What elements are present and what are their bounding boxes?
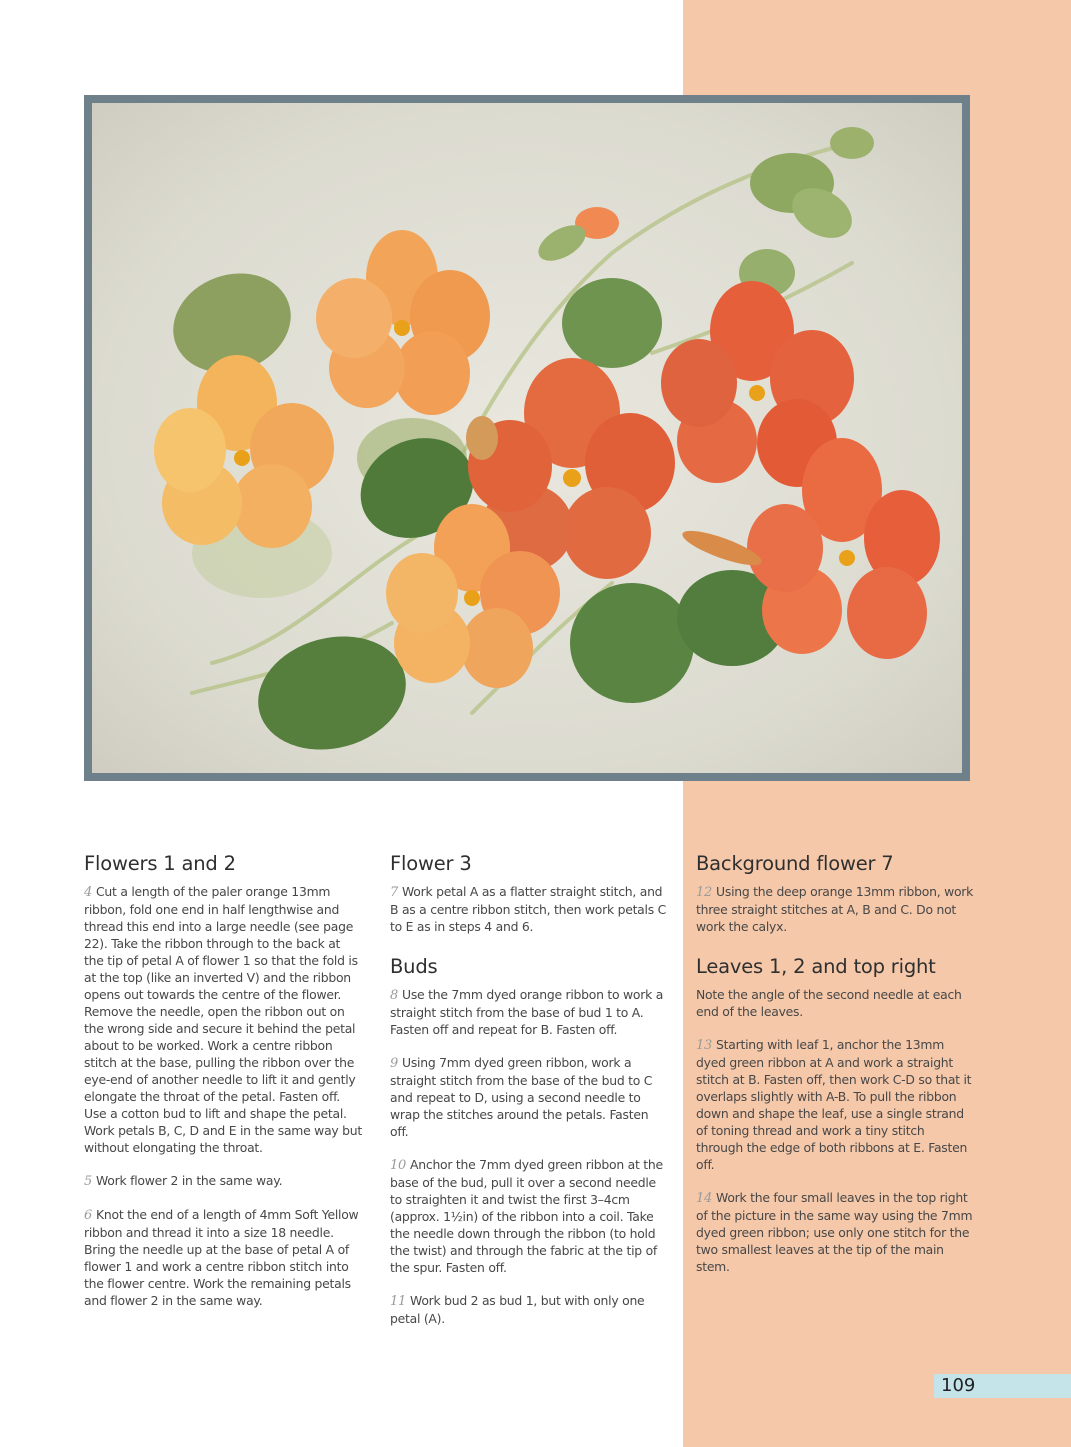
- step-number: 8: [390, 988, 399, 1003]
- step-paragraph: [390, 1292, 668, 1327]
- step-paragraph: [696, 1036, 974, 1173]
- step-number: 6: [84, 1208, 93, 1223]
- step-paragraph: [84, 883, 362, 1156]
- column-1: [84, 852, 362, 1325]
- step-paragraph: [390, 1054, 668, 1140]
- step-paragraph: [390, 1156, 668, 1276]
- step-number: 10: [390, 1158, 407, 1173]
- step-paragraph: [696, 1189, 974, 1275]
- step-text: Use the 7mm dyed orange ribbon to work a straight stitch from the base of bud 1 to A. Fasten off and repeat for B. Fasten off.: [390, 987, 664, 1037]
- step-number: 4: [84, 885, 93, 900]
- step-text: Note the angle of the second needle at each end of the leaves.: [696, 987, 962, 1019]
- step-number: 12: [696, 885, 713, 900]
- step-text: Work bud 2 as bud 1, but with only one petal (A).: [390, 1293, 645, 1326]
- step-text: Cut a length of the paler orange 13mm ribbon, fold one end in half lengthwise and thread this end into a large needle (see page 22). Take the ribbon through to the back at the tip of petal A of flower 1 so that the fold is at the top (like an inverted V) and the ribbon opens out towards the centre of the flower. Remove the needle, open the ribbon out on the wrong side and secure it behind the petal about to be worked. Work a centre ribbon stitch at the base, pulling the ribbon over the eye-end of another needle to lift it and gently elongate the throat of the petal. Fasten off. Use a cotton bud to lift and shape the petal. Work petals B, C, D and E in the same way but without elongating the throat.: [84, 884, 363, 1155]
- step-paragraph: [390, 883, 668, 935]
- step-text: Anchor the 7mm dyed green ribbon at the base of the bud, pull it over a second needle to straighten it and twist the first 3–4cm (approx. 1½in) of the ribbon into a coil. Take the needle down through the ribbon (to hold the twist) and through the fabric at the tip of the spur. Fasten off.: [390, 1157, 663, 1275]
- section-heading: Flowers 1 and 2: [84, 852, 236, 875]
- step-text: Using the deep orange 13mm ribbon, work three straight stitches at A, B and C. Do not work the calyx.: [696, 884, 974, 934]
- page-number: 109: [941, 1375, 976, 1396]
- step-paragraph: [84, 1206, 362, 1309]
- section-heading: Flower 3: [390, 852, 472, 875]
- embroidery-photo-frame: [84, 95, 970, 781]
- step-number: 13: [696, 1038, 713, 1053]
- intro-paragraph: [696, 986, 974, 1020]
- nasturtium-embroidery-photo: [92, 103, 962, 773]
- column-2: [390, 852, 668, 1343]
- step-number: 5: [84, 1174, 93, 1189]
- step-paragraph: [390, 986, 668, 1038]
- step-text: Work the four small leaves in the top right of the picture in the same way using the 7mm dyed green ribbon; use only one stitch for the two smallest leaves at the tip of the main stem.: [696, 1190, 973, 1274]
- step-text: Work flower 2 in the same way.: [96, 1173, 283, 1188]
- step-paragraph: [696, 883, 974, 935]
- section-heading: Background flower 7: [696, 852, 894, 875]
- column-3: [696, 852, 974, 1291]
- step-paragraph: [84, 1172, 362, 1190]
- step-text: Knot the end of a length of 4mm Soft Yellow ribbon and thread it into a size 18 needle. Bring the needle up at the base of petal A of flower 1 and work a centre ribbon stitch into the flower centre. Work the remaining petals and flower 2 in the same way.: [84, 1207, 359, 1308]
- step-number: 14: [696, 1191, 713, 1206]
- step-number: 11: [390, 1294, 407, 1309]
- step-text: Using 7mm dyed green ribbon, work a straight stitch from the base of the bud to C and repeat to D, using a second needle to wrap the stitches around the petals. Fasten off.: [390, 1055, 653, 1139]
- step-number: 7: [390, 885, 399, 900]
- section-heading: Buds: [390, 955, 438, 978]
- step-text: Work petal A as a flatter straight stitch, and B as a centre ribbon stitch, then work petals C to E as in steps 4 and 6.: [390, 884, 667, 934]
- step-number: 9: [390, 1056, 399, 1071]
- section-heading: Leaves 1, 2 and top right: [696, 955, 936, 978]
- embroidery-illustration: [92, 103, 962, 773]
- step-text: Starting with leaf 1, anchor the 13mm dyed green ribbon at A and work a straight stitch at B. Fasten off, then work C-D so that it overlaps slightly with A-B. To pull the ribbon down and shape the leaf, use a single strand of toning thread and work a tiny stitch through the edge of both ribbons at E. Fasten off.: [696, 1037, 972, 1172]
